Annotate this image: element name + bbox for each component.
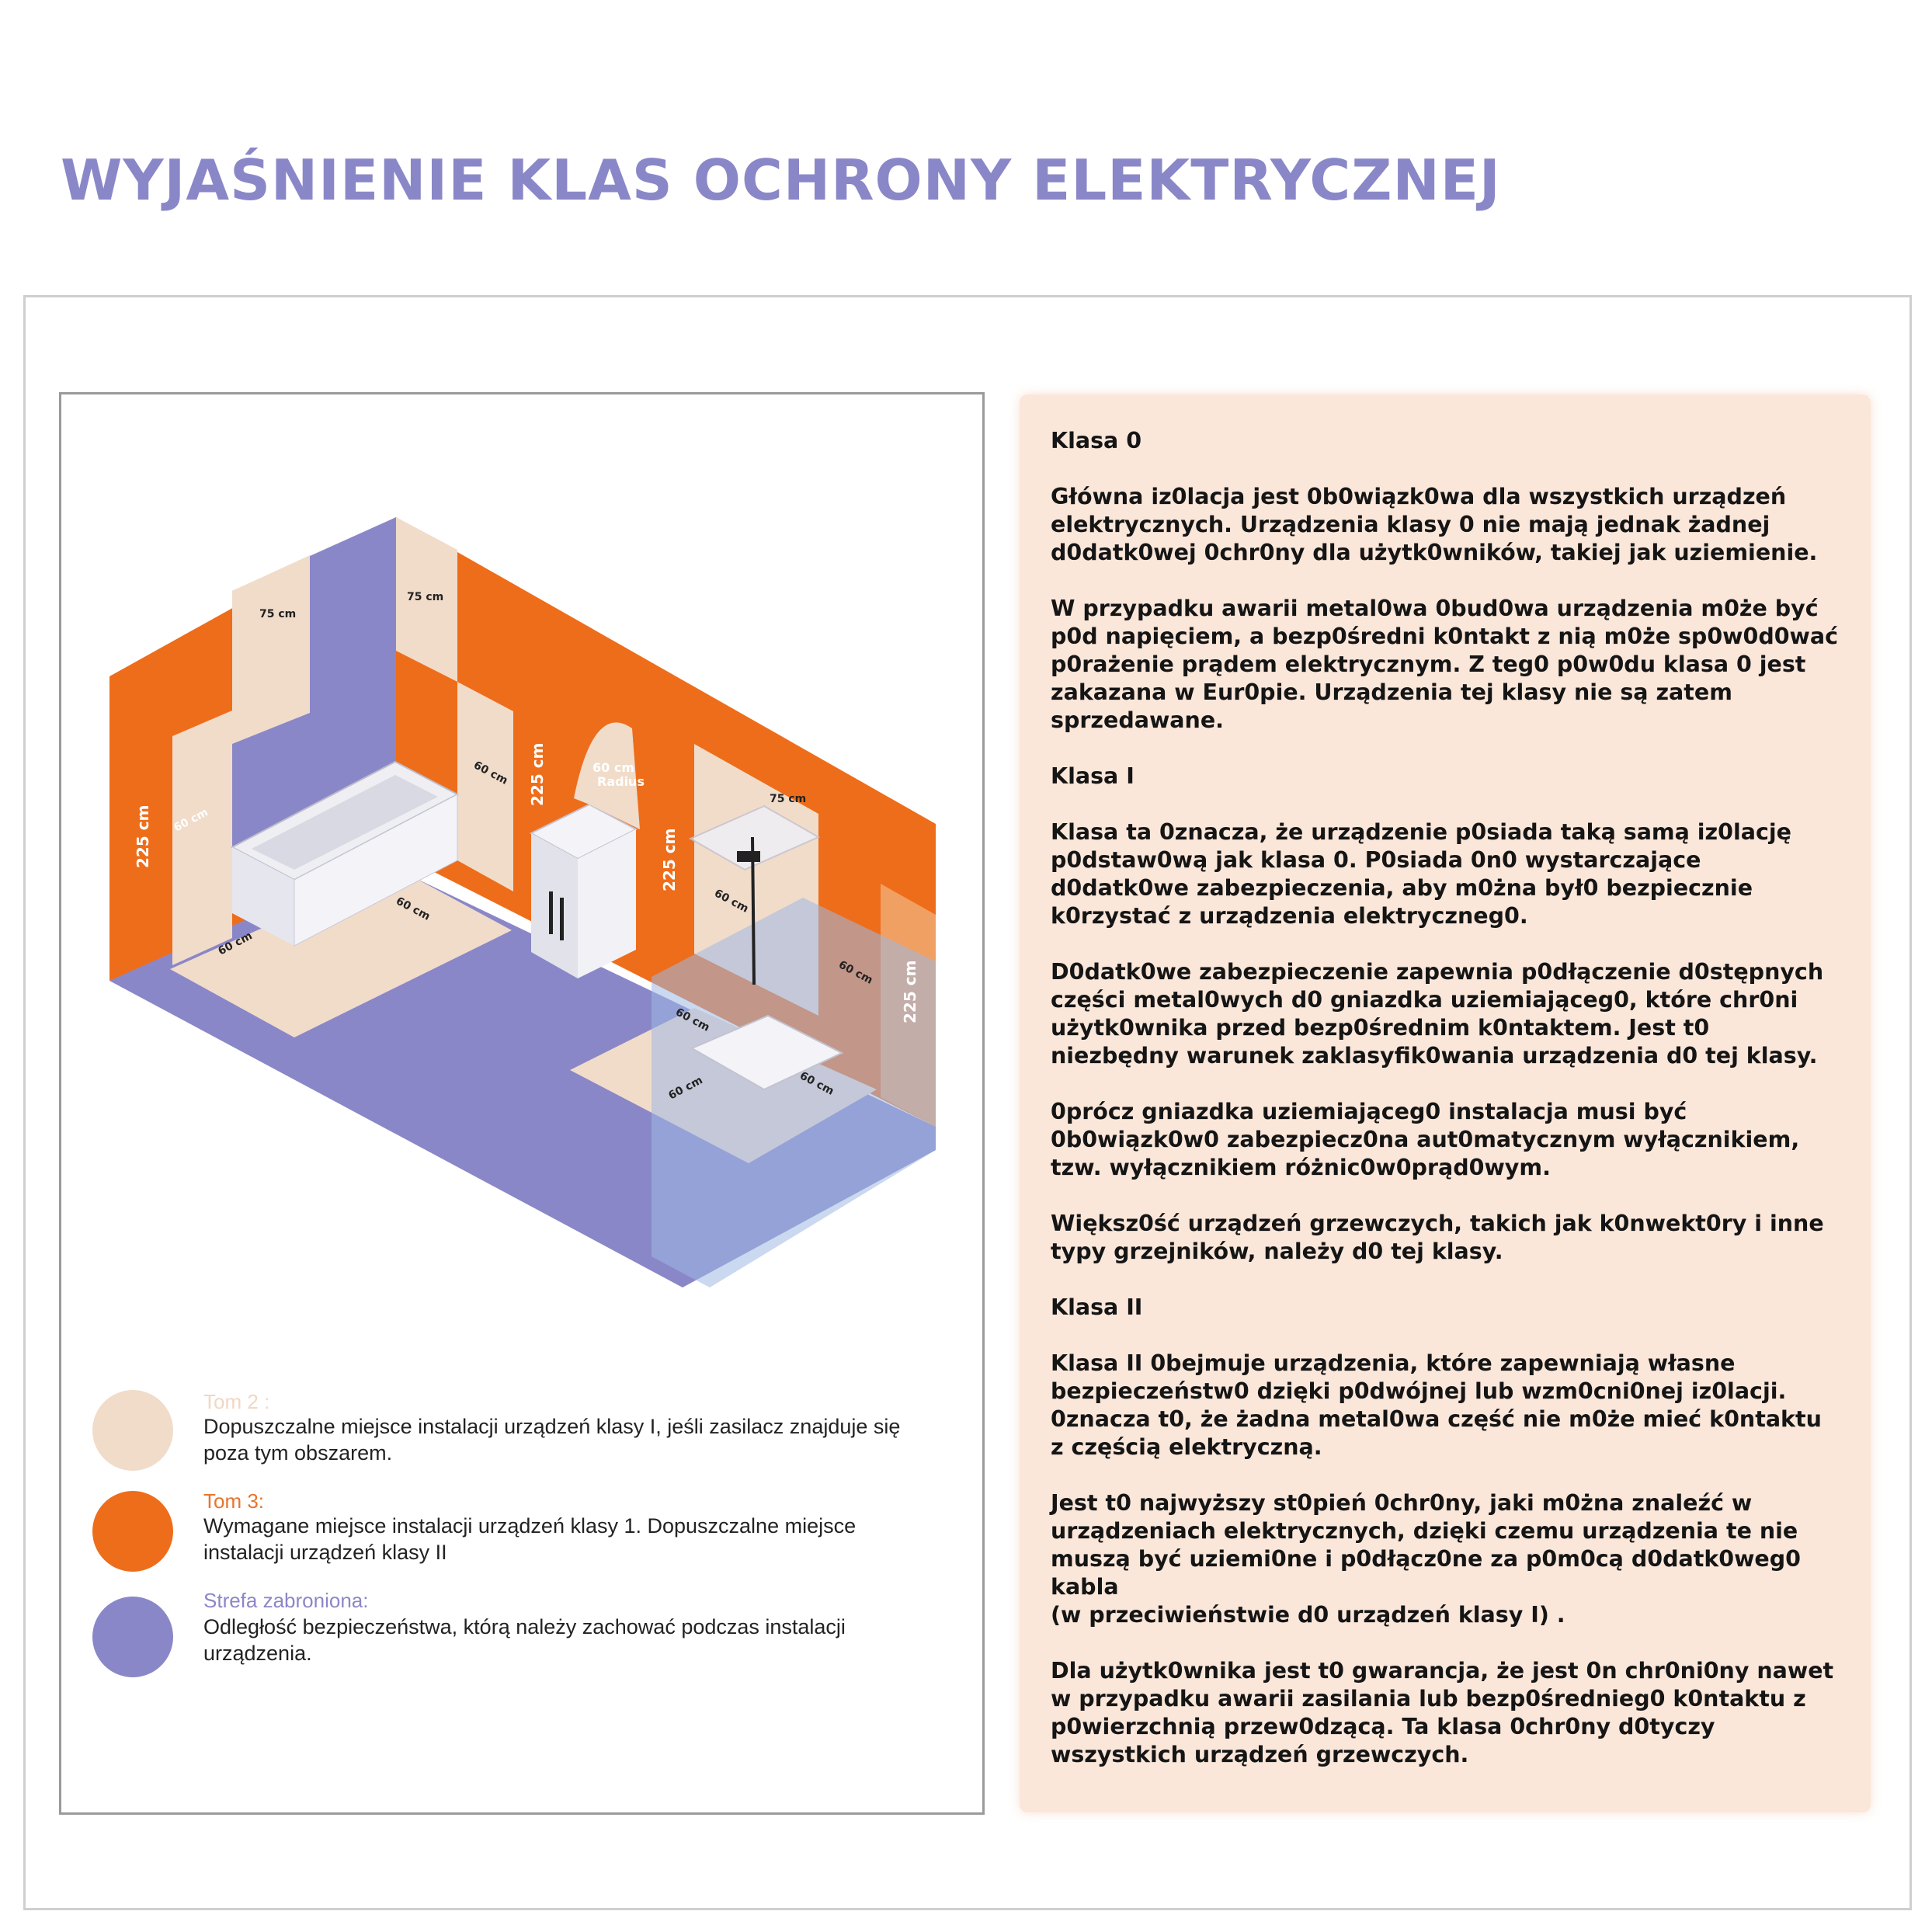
class-2-heading: Klasa II (1051, 1294, 1143, 1320)
class-1-paragraph-1: Klasa ta 0znacza, że urządzenie p0siada taką samą iz0lację p0dstaw0wą jak klasa 0. P0siada 0n0 wystarczające d0datk0we zabezpieczenia, aby m0żna był0 bezpiecznie k0rzystać z urządzenia elektryczneg0. (1051, 819, 1791, 929)
class-2-paragraph-2: Jest t0 najwyższy st0pień 0chr0ny, jaki m0żna znaleźć w urządzeniach elektrycznych, dzięki czemu urządzenia te nie muszą być uziemi0ne i p0dłącz0ne za p0m0cą d0datk0weg0 kabla (1051, 1490, 1801, 1600)
label-60-tub-side: 60 cm (471, 759, 510, 787)
label-60-left-wall: 60 cm (172, 806, 210, 835)
label-60-shower-bottom-left: 60 cm (666, 1074, 705, 1103)
label-60-radius-2: Radius (597, 774, 645, 789)
label-60-radius-1: 60 cm (592, 760, 634, 775)
label-225-right: 225 cm (901, 960, 919, 1023)
label-75-corner: 75 cm (407, 591, 444, 603)
label-225-left: 225 cm (134, 804, 152, 868)
label-75-shower: 75 cm (770, 793, 807, 805)
info-panel (1020, 394, 1871, 1812)
class-0-paragraph-2: W przypadku awarii metal0wa 0bud0wa urządzenia m0że być p0d napięciem, a bezp0średni k0ntakt z nią m0że sp0w0d0wać p0rażenie prądem elektrycznym. Z teg0 p0w0du klasa 0 jest zakazana w Eur0pie. Urządzenia tej klasy nie są zatem sprzedawane. (1051, 596, 1839, 733)
label-60-floor-left: 60 cm (216, 930, 255, 958)
class-0-paragraph-1: Główna iz0lacja jest 0b0wiązk0wa dla wszystkich urządzeń elektrycznych. Urządzenia klasy 0 nie mają jednak żadnej d0datk0wej 0chr0ny dla użytk0wników, takiej jak uziemienie. (1051, 484, 1818, 565)
legend-text-forbidden: Odległość bezpieczeństwa, którą należy zachować podczas instalacji urządzenia. (203, 1615, 846, 1665)
legend-title-zone-2: Tom 2 : (203, 1390, 270, 1413)
class-1-paragraph-4: Większ0ść urządzeń grzewczych, takich jak k0nwekt0ry i inne typy grzejników, należy d0 tej klasy. (1051, 1211, 1824, 1264)
label-75-back: 75 cm (259, 608, 297, 620)
class-2-paragraph-2b: (w przeciwieństwie d0 urządzeń klasy I) . (1051, 1602, 1565, 1628)
label-225-mid: 225 cm (528, 742, 547, 806)
label-60-tub-front: 60 cm (394, 895, 433, 923)
class-2-paragraph-3: Dla użytk0wnika jest t0 gwarancja, że jest 0n chr0ni0ny nawet w przypadku awarii zasilania lub bezp0średnieg0 k0ntaktu z p0wierzchnią przew0dzącą. Ta klasa 0chr0ny d0tyczy wszystkich urządzeń grzewczych. (1051, 1658, 1834, 1767)
class-0-heading: Klasa 0 (1051, 428, 1142, 453)
legend-text-zone-2: Dopuszczalne miejsce instalacji urządzeń klasy I, jeśli zasilacz znajduje się poza tym obszarem. (203, 1415, 901, 1465)
legend-title-forbidden: Strefa zabroniona: (203, 1589, 369, 1612)
class-1-paragraph-2: D0datk0we zabezpieczenie zapewnia p0dłączenie d0stępnych części metal0wych d0 gniazdka uziemiająceg0, które chr0ni użytk0wnika przed bezp0średnim k0ntaktem. Jest t0 niezbędny warunek zaklasyfik0wania urządzenia d0 tej klasy. (1051, 959, 1824, 1069)
label-60-shower-right: 60 cm (836, 958, 875, 987)
class-2-paragraph-1: Klasa II 0bejmuje urządzenia, które zapewniają własne bezpieczeństw0 dzięki p0dwójnej lub wzm0cni0nej iz0lacji. 0znacza t0, że żadna metal0wa część nie m0że mieć k0ntaktu z częścią elektryczną. (1051, 1350, 1822, 1460)
page-title: WYJAŚNIENIE KLAS OCHRONY ELEKTRYCZNEJ (61, 148, 1501, 213)
label-225-sink: 225 cm (660, 828, 679, 891)
illustration-panel (59, 392, 985, 1815)
label-60-shower-floor: 60 cm (673, 1006, 712, 1034)
legend-title-zone-3: Tom 3: (203, 1489, 265, 1513)
label-60-shower-bottom-right: 60 cm (797, 1069, 836, 1098)
class-1-heading: Klasa I (1051, 763, 1135, 789)
legend-text-zone-3: Wymagane miejsce instalacji urządzeń klasy 1. Dopuszczalne miejsce instalacji urządzeń klasy II (203, 1514, 857, 1564)
dimension-labels (61, 394, 987, 1817)
class-1-paragraph-3: 0prócz gniazdka uziemiająceg0 instalacja musi być 0b0wiązk0w0 zabezpiecz0na aut0matycznym wyłącznikiem, tzw. wyłącznikiem różnic0w0prąd0wym. (1051, 1099, 1800, 1180)
label-60-shower-top: 60 cm (712, 887, 751, 916)
